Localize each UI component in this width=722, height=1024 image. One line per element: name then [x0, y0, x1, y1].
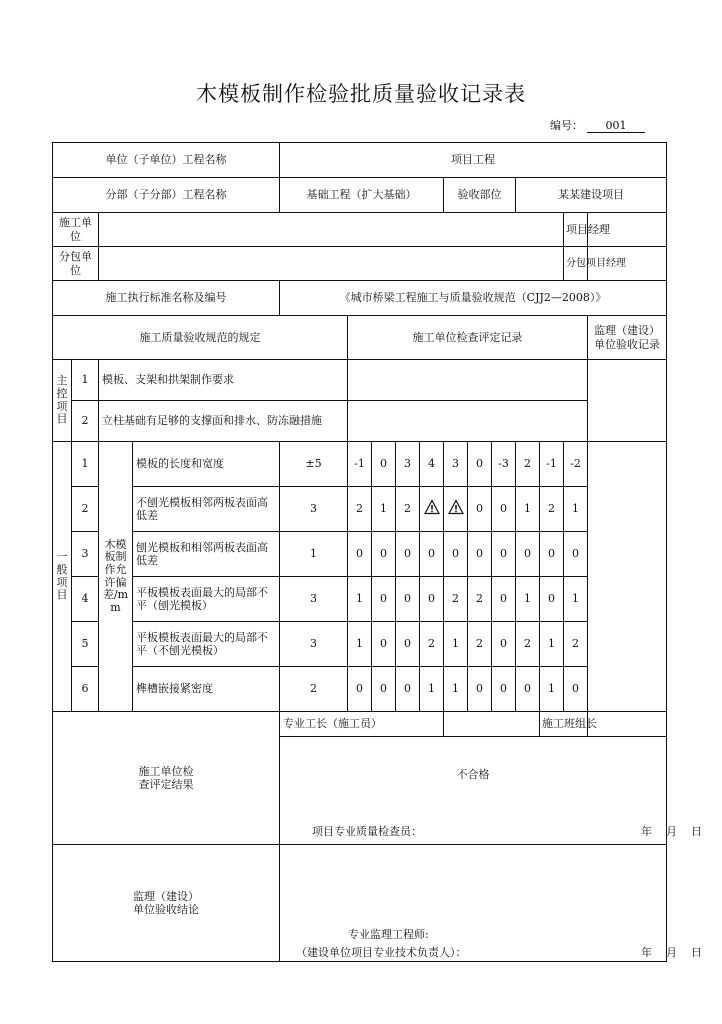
constructor-value[interactable] — [99, 213, 564, 247]
measured-value[interactable]: 4 — [420, 442, 444, 487]
tolerance: 2 — [280, 667, 348, 712]
measured-value[interactable]: 0 — [372, 442, 396, 487]
contractor-date: 年 月 日 — [641, 825, 702, 838]
measured-value[interactable]: 0 — [420, 577, 444, 622]
measured-value[interactable]: 0 — [468, 487, 492, 532]
row-column-headers — [53, 316, 667, 360]
measured-value[interactable]: 0 — [492, 577, 516, 622]
subcontractor-label: 分包单位 — [53, 247, 99, 281]
inspect-part-value[interactable]: 某某建设项目 — [516, 178, 667, 213]
measured-value[interactable]: 1 — [372, 487, 396, 532]
measured-value[interactable]: -1 — [348, 442, 372, 487]
item-text: 立柱基础有足够的支撑面和排水、防冻融措施 — [99, 401, 348, 442]
record-cell[interactable] — [348, 360, 588, 401]
measured-value[interactable]: 0 — [516, 532, 540, 577]
measured-value[interactable]: 0 — [492, 622, 516, 667]
item-text: 平板模板表面最大的局部不平（不刨光模板） — [133, 622, 280, 667]
general-label: 一般项目 — [53, 442, 72, 712]
measured-value[interactable]: 0 — [444, 532, 468, 577]
constructor-label: 施工单位 — [53, 213, 99, 247]
contractor-check-label: 施工单位检查评定结果 — [53, 712, 280, 845]
measured-value[interactable]: 0 — [396, 577, 420, 622]
measured-value[interactable]: 3 — [396, 442, 420, 487]
measured-value[interactable]: 0 — [372, 667, 396, 712]
doc-number — [550, 117, 645, 133]
col-supervisor-header: 监理（建设）单位验收记录 — [588, 316, 667, 360]
inspector-label: 项目专业质量检查员： — [312, 825, 422, 838]
warning-icon[interactable] — [444, 487, 468, 532]
measured-value[interactable]: 0 — [564, 667, 588, 712]
measured-value[interactable]: 0 — [420, 532, 444, 577]
item-text: 模板的长度和宽度 — [133, 442, 280, 487]
measured-value[interactable]: 0 — [372, 622, 396, 667]
general-row-3 — [53, 532, 667, 577]
item-text: 模板、支架和拱架制作要求 — [99, 360, 348, 401]
measured-value[interactable]: 2 — [564, 622, 588, 667]
general-row-5 — [53, 622, 667, 667]
general-row-4 — [53, 577, 667, 622]
measured-value[interactable]: 2 — [468, 577, 492, 622]
inspect-part-label: 验收部位 — [444, 178, 516, 213]
measured-value[interactable]: 0 — [348, 667, 372, 712]
team-leader-label: 施工班组长 — [540, 712, 588, 737]
item-text: 榫槽嵌接紧密度 — [133, 667, 280, 712]
item-text: 平板模板表面最大的局部不平（刨光模板） — [133, 577, 280, 622]
engineer-note: （建设单位项目专业技术负责人）： — [296, 946, 467, 959]
measured-value[interactable]: 2 — [468, 622, 492, 667]
record-cell[interactable] — [348, 401, 588, 442]
measured-value[interactable]: 1 — [564, 577, 588, 622]
subdivision-value[interactable]: 基础工程（扩大基础） — [280, 178, 444, 213]
measured-value[interactable]: 0 — [564, 532, 588, 577]
page-title: 木模板制作检验批质量验收记录表 — [196, 82, 526, 106]
supervisor-date: 年 月 日 — [641, 946, 702, 959]
measured-value[interactable]: -3 — [492, 442, 516, 487]
measured-value[interactable]: 2 — [540, 487, 564, 532]
item-no: 6 — [72, 667, 99, 712]
unit-label: 单位（子单位）工程名称 — [53, 143, 280, 178]
tolerance: 3 — [280, 577, 348, 622]
measured-value[interactable]: 1 — [516, 487, 540, 532]
contractor-result: 不合格 — [456, 768, 490, 781]
measured-value[interactable]: 0 — [396, 667, 420, 712]
measured-value[interactable]: 2 — [516, 442, 540, 487]
col-spec-header: 施工质量验收规范的规定 — [53, 316, 348, 360]
subcontractor-value[interactable] — [99, 247, 564, 281]
group-label: 木模板制作允许偏差/mm — [99, 442, 133, 712]
row-subcontractor — [53, 247, 667, 281]
supervisor-cell[interactable] — [588, 360, 667, 442]
item-no: 3 — [72, 532, 99, 577]
general-row-6 — [53, 667, 667, 712]
supervisor-result-row — [53, 845, 667, 962]
measured-value[interactable]: 2 — [444, 577, 468, 622]
pm-label: 项目经理 — [564, 213, 588, 247]
foreman-label: 专业工长（施工员） — [280, 712, 444, 737]
measured-value[interactable]: 2 — [348, 487, 372, 532]
measured-value[interactable]: 0 — [492, 667, 516, 712]
measured-value[interactable]: 1 — [444, 622, 468, 667]
measured-value[interactable]: 2 — [420, 622, 444, 667]
measured-value[interactable]: 0 — [396, 622, 420, 667]
engineer-label: 专业监理工程师: — [348, 928, 429, 941]
measured-value[interactable]: 0 — [540, 577, 564, 622]
item-no: 2 — [72, 401, 99, 442]
measured-value[interactable]: 1 — [540, 622, 564, 667]
item-no: 1 — [72, 360, 99, 401]
main-control-label: 主控项目 — [53, 360, 72, 442]
row-subdivision — [53, 178, 667, 213]
measured-value[interactable]: -2 — [564, 442, 588, 487]
measured-value[interactable]: 2 — [396, 487, 420, 532]
row-standard — [53, 281, 667, 316]
row-constructor — [53, 213, 667, 247]
measured-value[interactable]: 1 — [444, 667, 468, 712]
main-control-row-2 — [53, 401, 667, 442]
contractor-result-cell[interactable] — [280, 737, 702, 845]
item-no: 5 — [72, 622, 99, 667]
item-text: 刨光模板和相邻两板表面高低差 — [133, 532, 280, 577]
supervisor-result-cell[interactable] — [280, 845, 702, 962]
supervisor-check-label: 监理（建设）单位验收结论 — [53, 845, 280, 962]
item-no: 4 — [72, 577, 99, 622]
doc-number-label: 编号： — [550, 119, 583, 132]
measured-value[interactable]: 3 — [444, 442, 468, 487]
col-record-header: 施工单位检查评定记录 — [348, 316, 588, 360]
measured-value[interactable]: 1 — [564, 487, 588, 532]
measured-value[interactable]: 0 — [492, 487, 516, 532]
measured-value[interactable]: 0 — [396, 532, 420, 577]
doc-number-value: 001 — [587, 119, 645, 133]
measured-value[interactable]: 0 — [468, 667, 492, 712]
measured-value[interactable]: 1 — [420, 667, 444, 712]
item-no: 2 — [72, 487, 99, 532]
row-unit — [53, 143, 667, 178]
warning-icon — [448, 499, 464, 515]
general-row-2 — [53, 487, 667, 532]
measured-value[interactable]: 0 — [468, 442, 492, 487]
subdivision-label: 分部（子分部）工程名称 — [53, 178, 280, 213]
measured-value[interactable]: 1 — [540, 667, 564, 712]
contractor-staff-row — [53, 712, 667, 737]
standard-label: 施工执行标准名称及编号 — [53, 281, 280, 316]
item-text: 不刨光模板相邻两板表面高低差 — [133, 487, 280, 532]
tolerance: 1 — [280, 532, 348, 577]
measured-value[interactable]: 0 — [468, 532, 492, 577]
unit-value[interactable]: 项目工程 — [280, 143, 667, 178]
measured-value[interactable]: 1 — [516, 577, 540, 622]
measured-value[interactable]: 0 — [516, 667, 540, 712]
standard-value[interactable]: 《城市桥梁工程施工与质量验收规范（CJJ2—2008）》 — [280, 281, 667, 316]
measured-value[interactable]: 0 — [372, 532, 396, 577]
measured-value[interactable]: 0 — [372, 577, 396, 622]
tolerance: 3 — [280, 622, 348, 667]
tolerance: 3 — [280, 487, 348, 532]
foreman-value[interactable] — [444, 712, 540, 737]
item-no: 1 — [72, 442, 99, 487]
tolerance: ±5 — [280, 442, 348, 487]
measured-value[interactable]: 0 — [492, 532, 516, 577]
measured-value[interactable]: 2 — [516, 622, 540, 667]
inspection-form — [52, 142, 702, 962]
team-leader-value[interactable] — [588, 712, 667, 737]
warning-icon — [424, 499, 440, 515]
measured-value[interactable]: 1 — [348, 577, 372, 622]
measured-value[interactable]: 1 — [348, 622, 372, 667]
general-row-1 — [53, 442, 667, 487]
measured-value[interactable]: 0 — [540, 532, 564, 577]
main-control-row-1 — [53, 360, 667, 401]
measured-value[interactable]: -1 — [540, 442, 564, 487]
measured-value[interactable]: 0 — [348, 532, 372, 577]
supervisor-cell[interactable] — [588, 442, 667, 712]
warning-icon[interactable] — [420, 487, 444, 532]
sub-pm-label: 分包项目经理 — [564, 247, 588, 281]
